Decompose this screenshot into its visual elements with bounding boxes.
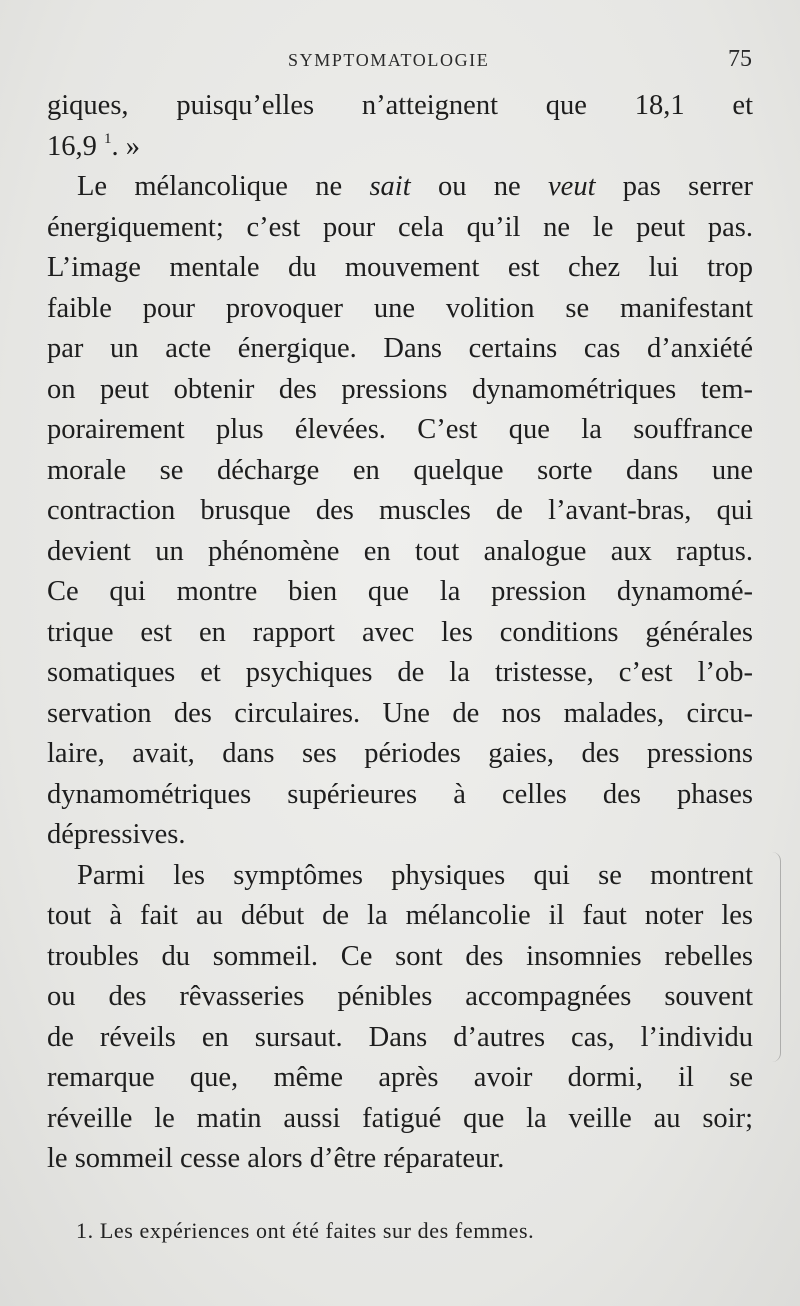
text-fragment: ou ne [410,171,549,202]
text-fragment: Le mélancolique ne [77,171,370,202]
text-line: on peut obtenir des pressions dynamométriques tem- [47,373,753,405]
paragraph-sommeil [47,856,753,1180]
footnote-reference: 1 [104,130,112,147]
emphasis-veut: veut [548,171,596,202]
text-line: servation des circulaires. Une de nos malades, circu- [47,697,753,729]
text-line: laire, avait, dans ses périodes gaies, des pressions [47,738,753,769]
text-line: dynamométriques supérieures à celles des phases [47,778,753,810]
text-line: devient un phénomène en tout analogue aux raptus. [47,535,753,567]
running-head [0,46,800,76]
running-head-title: SYMPTOMATOLOGIE [288,50,490,70]
footnote-text: Les expériences ont été faites sur des femmes. [99,1218,535,1243]
text-line: Parmi les symptômes physiques qui se montrent [77,859,753,891]
text-line: ou des rêvasseries pénibles accompagnées souvent [47,981,753,1012]
emphasis-sait: sait [369,171,411,202]
text-line: le sommeil cesse alors d’être réparateur. [47,1143,505,1174]
text-line: de réveils en sursaut. Dans d’autres cas, l’individu [47,1021,753,1053]
text-line: troubles du sommeil. Ce sont des insomnies rebelles [47,940,753,972]
text-line: giques, puisqu’elles n’atteignent que 18,1 et [47,90,753,121]
margin-pencil-mark [772,852,781,1062]
text-line: trique est en rapport avec les conditions générales [47,616,753,648]
text-line: porairement plus élevées. C’est que la souffrance [47,414,753,445]
text-line: L’image mentale du mouvement est chez lui trop [47,252,753,283]
text-line: morale se décharge en quelque sorte dans une [47,454,753,486]
text-line: réveille le matin aussi fatigué que la veille au soir; [47,1102,753,1134]
text-line: remarque que, même après avoir dormi, il se [47,1062,753,1093]
page-number: 75 [728,46,752,72]
text-fragment: 16,9 [47,130,97,162]
text-line: contraction brusque des muscles de l’avant-bras, qui [47,495,753,526]
text-line [47,127,753,168]
text-line: tout à fait au début de la mélancolie il faut noter les [47,900,753,931]
body-text [47,86,753,1180]
text-fragment: . » [111,130,140,162]
paragraph-continuation [47,86,753,167]
text-line: Ce qui montre bien que la pression dynamomé- [47,576,753,607]
paragraph-melancolique [47,167,753,856]
text-line: faible pour provoquer une volition se manifestant [47,292,753,324]
text-fragment: pas serrer [595,171,753,202]
text-line: somatiques et psychiques de la tristesse, c’est l’ob- [47,657,753,688]
text-line: par un acte énergique. Dans certains cas d’anxiété [47,333,753,364]
text-line: dépressives. [47,819,186,850]
footnote-marker: 1. [76,1218,94,1243]
text-line [47,167,753,208]
footnote [76,1218,716,1244]
text-line: énergiquement; c’est pour cela qu’il ne le peut pas. [47,211,753,243]
